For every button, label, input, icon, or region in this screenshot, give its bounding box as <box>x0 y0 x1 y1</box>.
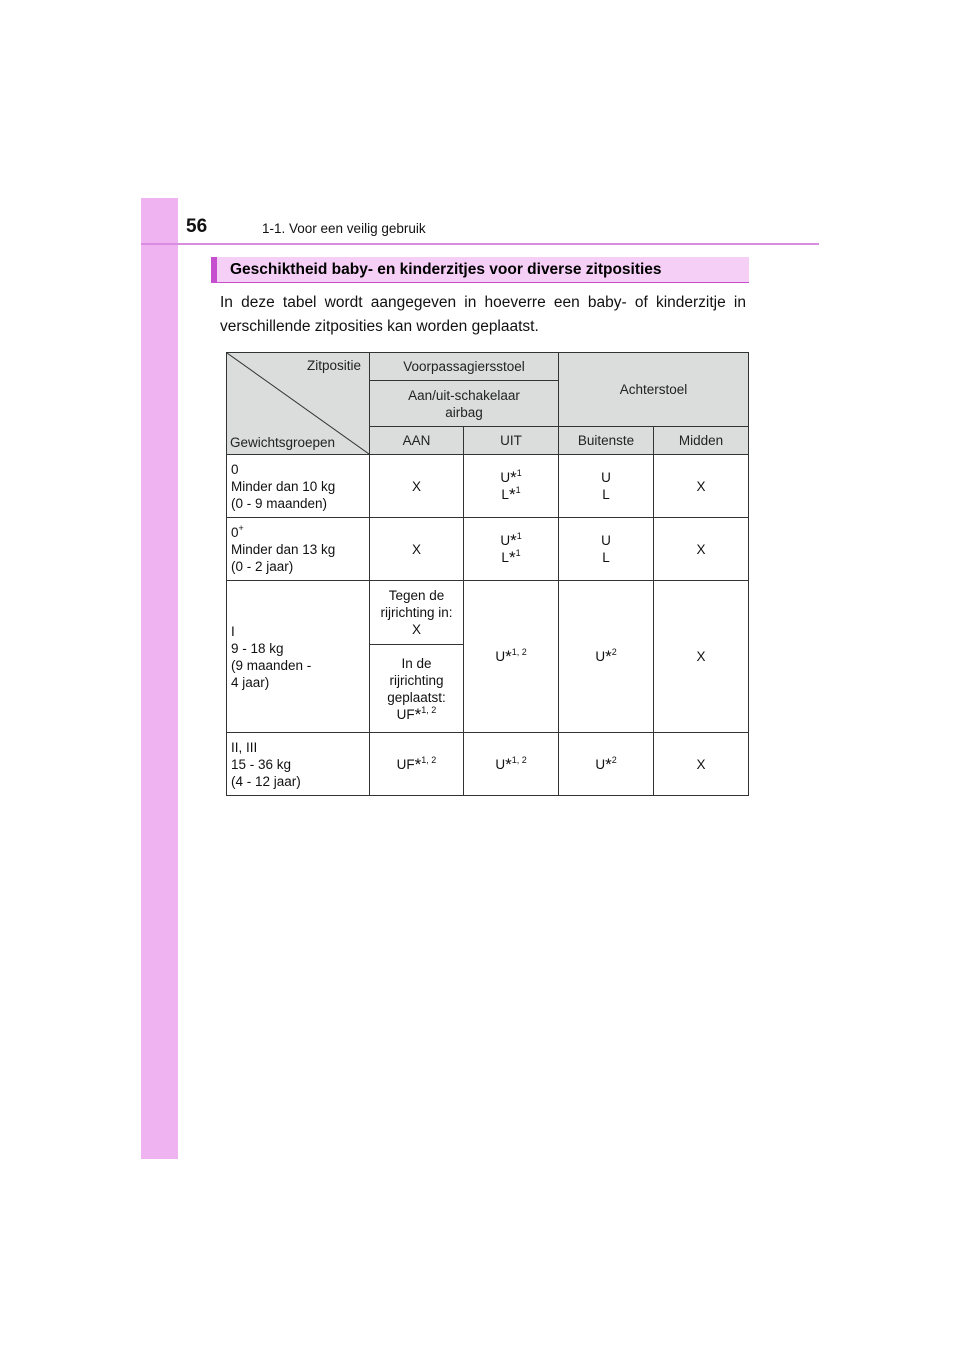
table-row <box>227 581 749 645</box>
cell-outer: U*$^2$ <box>559 581 654 733</box>
cell-outer: U L <box>559 518 654 581</box>
cell-middle: X <box>654 455 749 518</box>
group-label: I <box>231 623 235 639</box>
table-row <box>227 518 749 581</box>
cell-aan: X <box>370 518 464 581</box>
group-cell <box>227 733 370 796</box>
corner-label-seating: Zitpositie <box>306 358 361 373</box>
rear-seat-header: Achterstoel <box>559 353 749 427</box>
group-age: (0 - 9 maanden) <box>231 495 328 511</box>
section-heading-bar <box>211 257 749 283</box>
cell-uit: U*$^{1, 2}$ <box>464 733 559 796</box>
cell-aan-rearward: Tegen de rijrichting in: X <box>370 581 464 645</box>
seat-compatibility-table <box>226 352 749 796</box>
group-age: (4 - 12 jaar) <box>231 773 301 789</box>
group-label: 0 <box>231 461 239 477</box>
group-weight: 9 - 18 kg <box>231 640 284 656</box>
cell-uit: U*$^1$ L*$^1$ <box>464 518 559 581</box>
cell-aan-forward: In de rijrichting geplaatst: UF*$^{1, 2}$ <box>370 645 464 733</box>
col-header-middle: Midden <box>654 427 749 455</box>
cell-uit: U*$^{1, 2}$ <box>464 581 559 733</box>
group-cell <box>227 518 370 581</box>
front-seat-header: Voorpassagiersstoel <box>370 353 559 381</box>
group-age: 4 jaar) <box>231 674 270 690</box>
group-label: II, III <box>231 739 258 755</box>
section-title: Geschiktheid baby- en kinderzitjes voor diverse zitposities <box>230 261 662 278</box>
cell-outer: U*$^2$ <box>559 733 654 796</box>
airbag-switch-header <box>370 381 559 427</box>
cell-uit: U*$^1$ L*$^1$ <box>464 455 559 518</box>
col-header-aan: AAN <box>370 427 464 455</box>
cell-middle: X <box>654 733 749 796</box>
col-header-outer: Buitenste <box>559 427 654 455</box>
intro-paragraph: In deze tabel wordt aangegeven in hoeverre een baby- of kinderzitje in verschillende zitposities kan worden geplaatst. <box>220 294 746 335</box>
group-weight: Minder dan 13 kg <box>231 541 336 557</box>
corner-label-weight-groups: Gewichtsgroepen <box>230 435 336 450</box>
page-number: 56 <box>186 216 208 237</box>
corner-header-cell <box>227 353 370 455</box>
cell-middle: X <box>654 581 749 733</box>
col-header-uit: UIT <box>464 427 559 455</box>
chapter-side-tab <box>141 198 178 1159</box>
cell-aan: X <box>370 455 464 518</box>
cell-middle: X <box>654 518 749 581</box>
group-weight: 15 - 36 kg <box>231 756 292 772</box>
airbag-switch-label: Aan/uit-schakelaar airbag <box>408 387 520 420</box>
group-cell <box>227 581 370 733</box>
cell-aan: UF*$^{1, 2}$ <box>370 733 464 796</box>
table-row <box>227 733 749 796</box>
group-cell <box>227 455 370 518</box>
cell-outer: U L <box>559 455 654 518</box>
group-label: 0+ <box>231 522 244 540</box>
group-age: (0 - 2 jaar) <box>231 558 294 574</box>
running-head: 1-1. Voor een veilig gebruik <box>262 221 426 236</box>
group-age: (9 maanden - <box>231 657 312 673</box>
group-weight: Minder dan 10 kg <box>231 478 336 494</box>
header-rule <box>141 243 819 245</box>
table-row <box>227 455 749 518</box>
